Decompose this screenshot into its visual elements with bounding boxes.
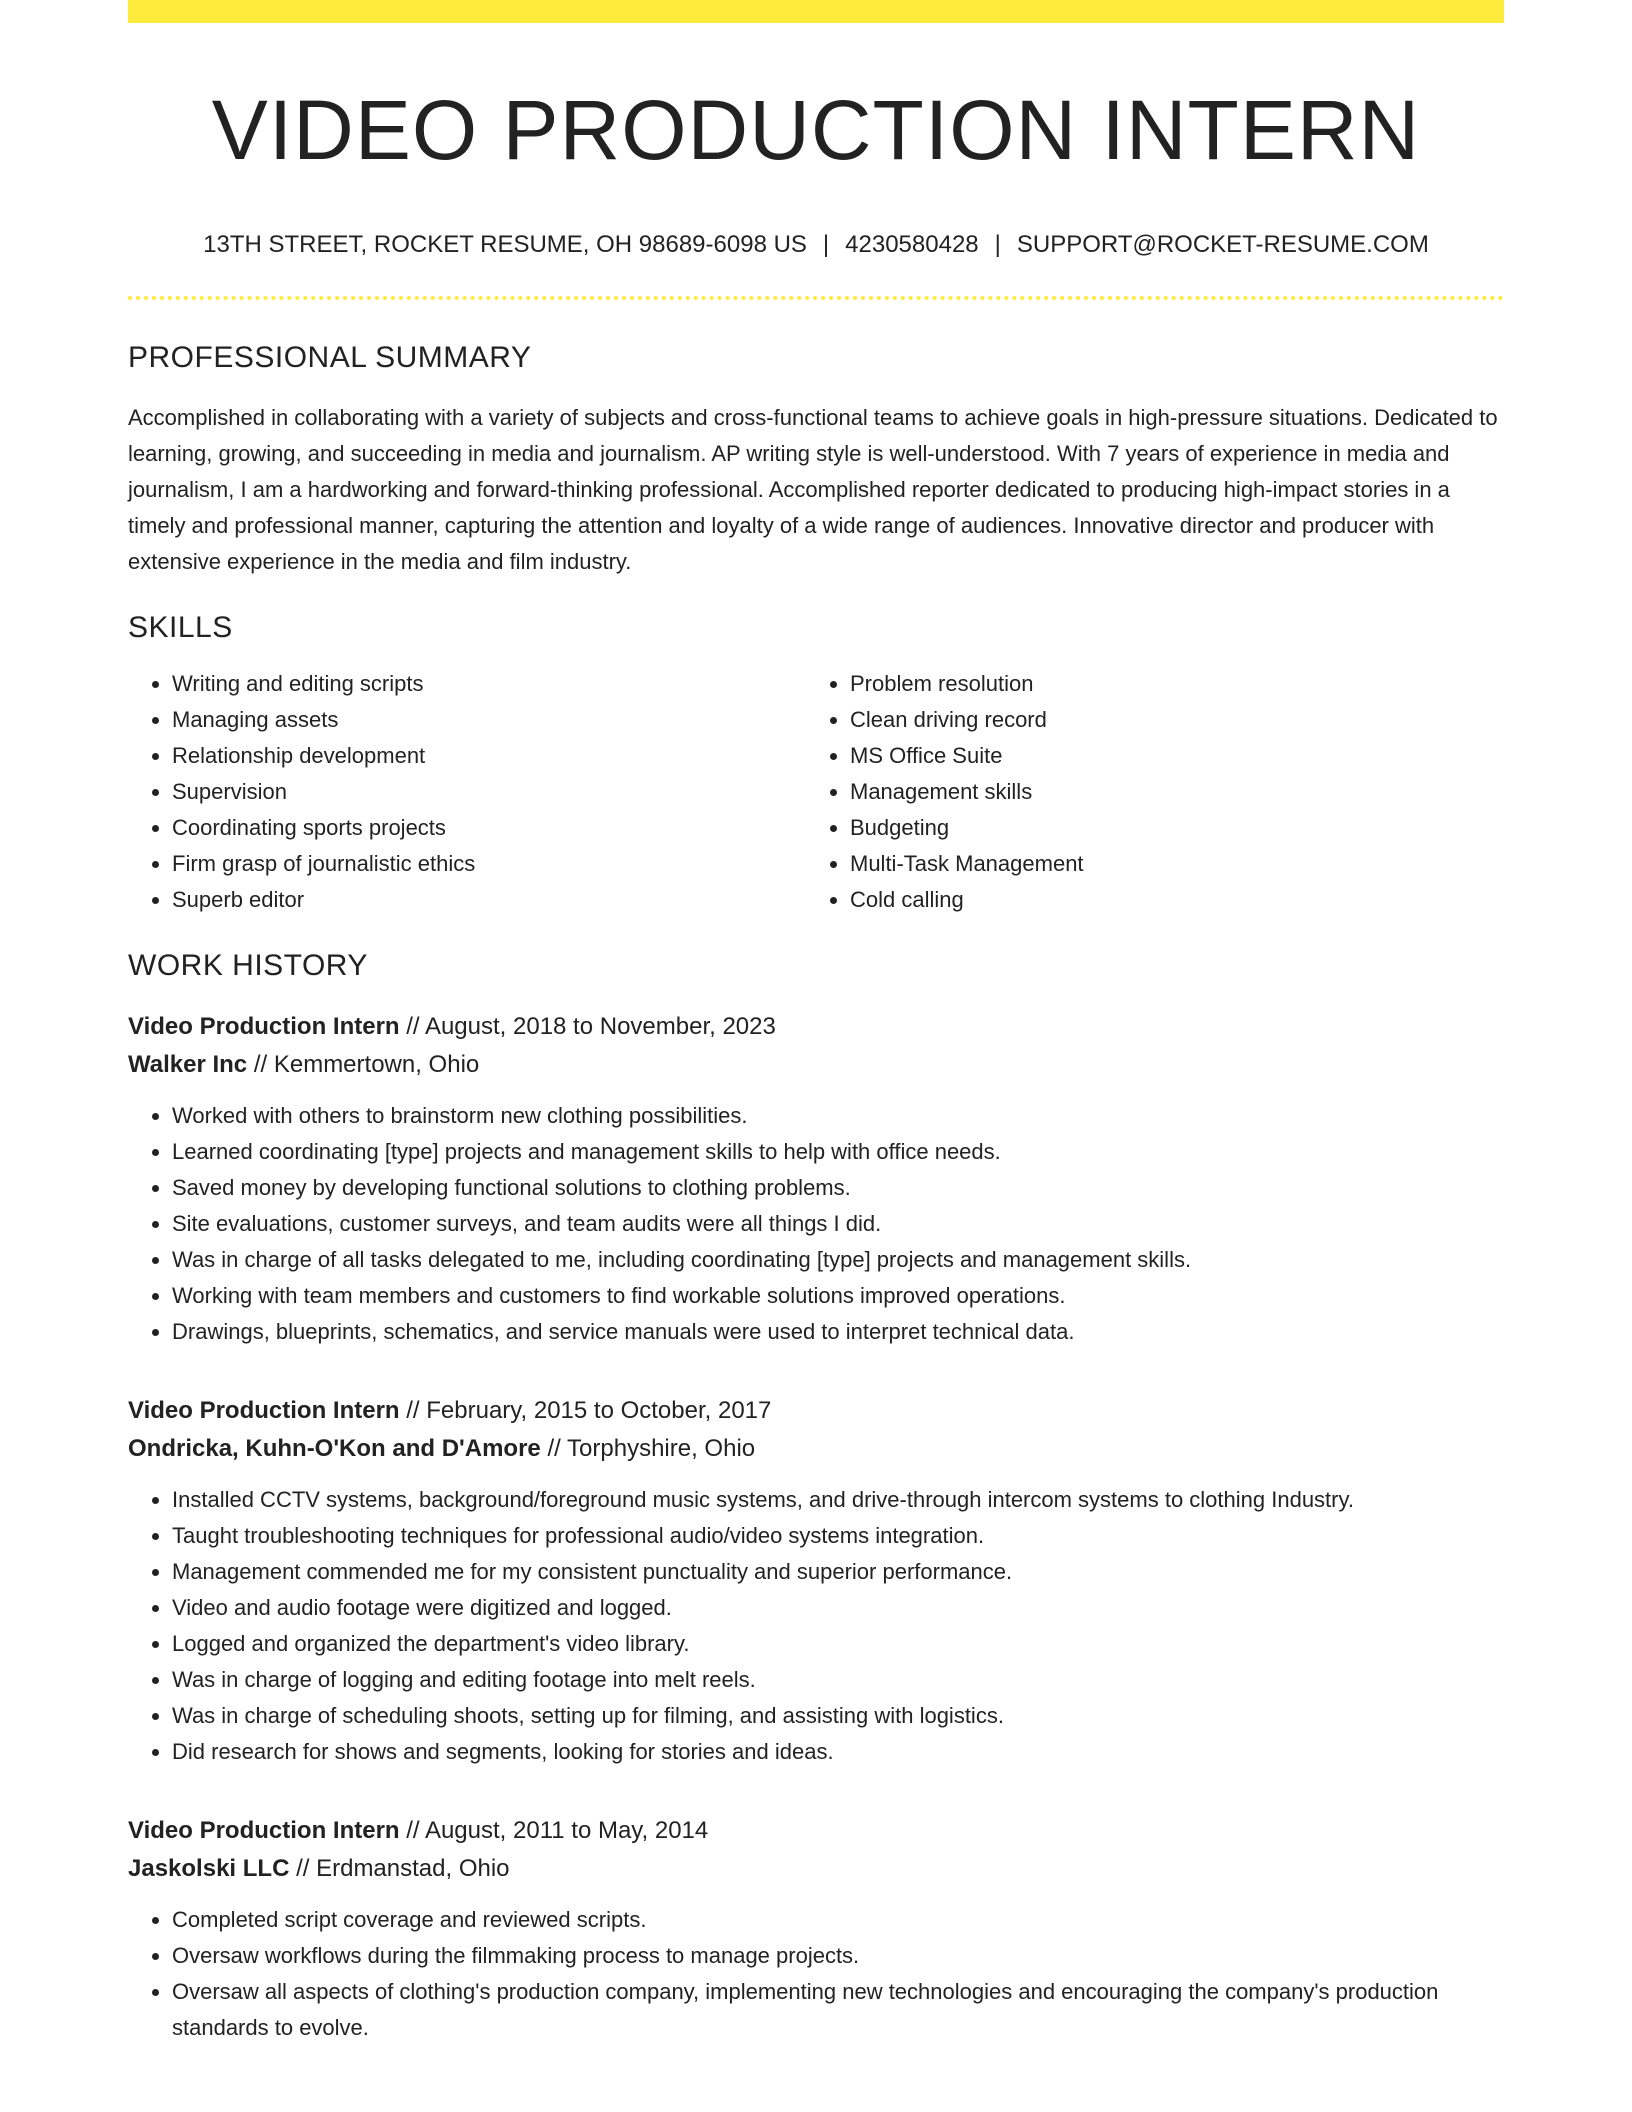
skills-list-left <box>128 666 806 918</box>
job-title-line <box>128 1392 1504 1430</box>
job-location: Erdmanstad, Ohio <box>316 1855 510 1882</box>
job-role: Video Production Intern <box>128 1397 400 1424</box>
job-location: Kemmertown, Ohio <box>273 1051 480 1078</box>
skill-item: • Relationship development <box>172 738 806 774</box>
job-company: Walker Inc <box>128 1051 248 1078</box>
job-company-line <box>128 1430 1504 1468</box>
skill-item: • Firm grasp of journalistic ethics <box>172 846 806 882</box>
job-bullet: • Was in charge of scheduling shoots, setting up for filming, and assisting with logistics. <box>172 1698 1504 1734</box>
contact-line <box>128 230 1504 260</box>
job-bullets <box>128 1482 1504 1770</box>
work-history-heading: WORK HISTORY <box>128 949 368 982</box>
skill-item: • Writing and editing scripts <box>172 666 806 702</box>
job-title-line <box>128 1812 1504 1850</box>
job-bullet: • Learned coordinating [type] projects and management skills to help with office needs. <box>172 1134 1504 1170</box>
job-bullet: • Did research for shows and segments, looking for stories and ideas. <box>172 1734 1504 1770</box>
job-divider: // <box>406 1817 420 1844</box>
job-bullet: • Oversaw all aspects of clothing's production company, implementing new technologies and encouraging the company's production standards to evolve. <box>172 1974 1504 2046</box>
job-bullets <box>128 1902 1504 2046</box>
job-bullet: • Drawings, blueprints, schematics, and service manuals were used to interpret technical data. <box>172 1314 1504 1350</box>
job-bullet: • Logged and organized the department's video library. <box>172 1626 1504 1662</box>
job-divider: // <box>296 1855 310 1882</box>
skills-columns <box>128 666 1504 918</box>
job-entry <box>128 1008 1504 1350</box>
job-entry <box>128 1812 1504 2046</box>
job-bullet: • Site evaluations, customer surveys, and team audits were all things I did. <box>172 1206 1504 1242</box>
job-dates: August, 2018 to November, 2023 <box>424 1013 776 1040</box>
job-bullet: • Saved money by developing functional solutions to clothing problems. <box>172 1170 1504 1206</box>
job-bullet: • Working with team members and customers to find workable solutions improved operations. <box>172 1278 1504 1314</box>
job-bullets <box>128 1098 1504 1350</box>
skill-item: • Problem resolution <box>850 666 1484 702</box>
job-dates: February, 2015 to October, 2017 <box>426 1397 772 1424</box>
job-company: Jaskolski LLC <box>128 1855 290 1882</box>
job-bullet: • Oversaw workflows during the filmmaking process to manage projects. <box>172 1938 1504 1974</box>
skill-item: • Multi-Task Management <box>850 846 1484 882</box>
job-bullet: • Worked with others to brainstorm new clothing possibilities. <box>172 1098 1504 1134</box>
job-role: Video Production Intern <box>128 1013 400 1040</box>
job-divider: // <box>547 1435 561 1462</box>
skill-item: • Clean driving record <box>850 702 1484 738</box>
job-title-line <box>128 1008 1504 1046</box>
skill-item: • Coordinating sports projects <box>172 810 806 846</box>
job-location: Torphyshire, Ohio <box>567 1435 756 1462</box>
summary-text: Accomplished in collaborating with a variety of subjects and cross-functional teams to achieve goals in high-pressure situations. Dedicated to learning, growing, and succeeding in media and journalism. AP writing style is well-understood. With 7 years of experience in media and journalism, I am a hardworking and forward-thinking professional. Accomplished reporter dedicated to producing high-impact stories in a timely and professional manner, capturing the attention and loyalty of a wide range of audiences. Innovative director and producer with extensive experience in the media and film industry. <box>128 405 1498 574</box>
contact-phone: 4230580428 <box>845 231 979 258</box>
candidate-name: VIDEO PRODUCTION INTERN <box>211 83 1421 177</box>
contact-separator: | <box>994 231 1001 258</box>
skill-item: • Cold calling <box>850 882 1484 918</box>
job-bullet: • Installed CCTV systems, background/foreground music systems, and drive-through intercom systems to clothing Industry. <box>172 1482 1504 1518</box>
job-dates: August, 2011 to May, 2014 <box>424 1817 709 1844</box>
job-divider: // <box>406 1397 420 1424</box>
job-divider: // <box>406 1013 420 1040</box>
job-company-line <box>128 1850 1504 1888</box>
job-bullet: • Completed script coverage and reviewed scripts. <box>172 1902 1504 1938</box>
skill-item: • Managing assets <box>172 702 806 738</box>
skills-list-right <box>806 666 1484 918</box>
job-role: Video Production Intern <box>128 1817 400 1844</box>
skill-item: • Budgeting <box>850 810 1484 846</box>
job-company-line <box>128 1046 1504 1084</box>
job-bullet: • Was in charge of all tasks delegated to me, including coordinating [type] projects and management skills. <box>172 1242 1504 1278</box>
contact-email: SUPPORT@ROCKET-RESUME.COM <box>1016 231 1429 258</box>
skill-item: • Supervision <box>172 774 806 810</box>
job-bullet: • Taught troubleshooting techniques for professional audio/video systems integration. <box>172 1518 1504 1554</box>
skill-item: • MS Office Suite <box>850 738 1484 774</box>
job-company: Ondricka, Kuhn-O'Kon and D'Amore <box>128 1435 541 1462</box>
skills-heading: SKILLS <box>128 611 233 644</box>
job-entry <box>128 1392 1504 1770</box>
skill-item: • Management skills <box>850 774 1484 810</box>
job-bullet: • Video and audio footage were digitized and logged. <box>172 1590 1504 1626</box>
contact-separator: | <box>822 231 830 258</box>
job-bullet: • Management commended me for my consistent punctuality and superior performance. <box>172 1554 1504 1590</box>
skill-item: • Superb editor <box>172 882 806 918</box>
summary-heading: PROFESSIONAL SUMMARY <box>128 341 532 374</box>
job-divider: // <box>253 1051 268 1078</box>
resume-content <box>128 0 1504 2046</box>
contact-address: 13TH STREET, ROCKET RESUME, OH 98689-6098 US <box>203 231 807 258</box>
job-bullet: • Was in charge of logging and editing footage into melt reels. <box>172 1662 1504 1698</box>
header-divider <box>128 296 1504 300</box>
